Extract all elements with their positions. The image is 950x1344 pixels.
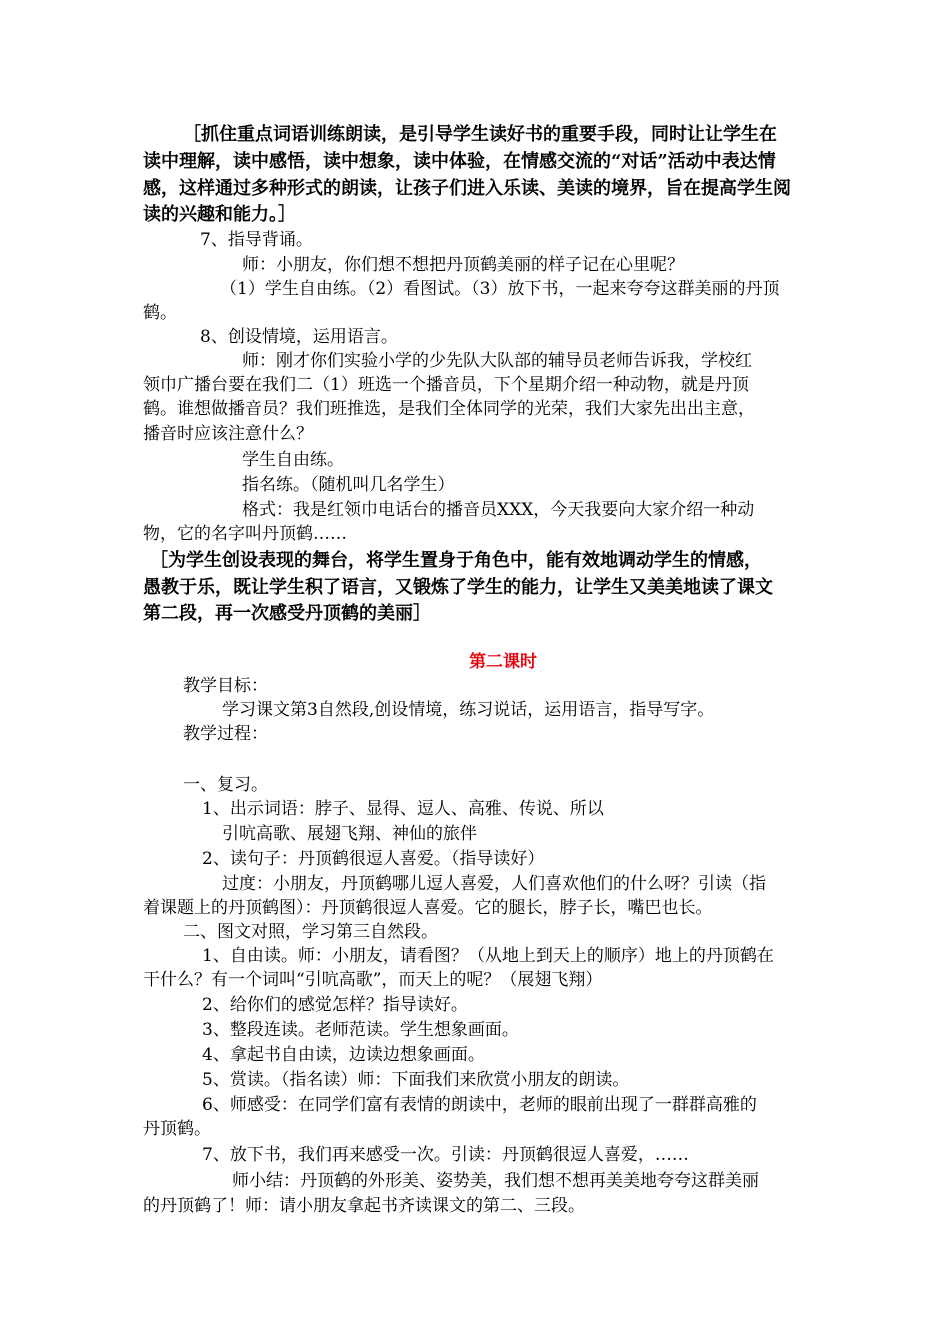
- text-line: 引吭高歌、展翅飞翔、神仙的旅伴: [222, 824, 477, 844]
- text-line: 师：刚才你们实验小学的少先队大队部的辅导员老师告诉我，学校红: [242, 351, 752, 371]
- text-line: 播音时应该注意什么？: [143, 424, 313, 444]
- text-line: 6、师感受：在同学们富有表情的朗读中，老师的眼前出现了一群群高雅的: [202, 1095, 757, 1115]
- text-line: 鹤。: [143, 303, 177, 323]
- text-line: 教学过程：: [183, 724, 268, 744]
- text-line: 师：小朋友，你们想不想把丹顶鹤美丽的样子记在心里呢？: [242, 255, 684, 275]
- bold-note-line-2: 读中理解，读中感悟，读中想象，读中体验，在情感交流的“对话”活动中表达情: [143, 151, 776, 172]
- text-line: 8、创设情境，运用语言。: [200, 327, 398, 347]
- text-line: 物，它的名字叫丹顶鹤……: [143, 524, 347, 544]
- text-line: 7、指导背诵。: [200, 230, 313, 250]
- bold-note-line-3: 感，这样通过多种形式的朗读，让孩子们进入乐读、美读的境界，旨在提高学生阅: [143, 178, 791, 199]
- text-line: 格式：我是红领巾电话台的播音员XXX，今天我要向大家介绍一种动: [242, 500, 755, 520]
- text-line: 4、拿起书自由读，边读边想象画面。: [202, 1045, 485, 1065]
- text-line: 7、放下书，我们再来感受一次。引读：丹顶鹤很逗人喜爱，……: [202, 1145, 689, 1165]
- bold-note-line-6: 愚教于乐，既让学生积了语言，又锻炼了学生的能力，让学生又美美地读了课文: [143, 577, 773, 598]
- text-line: 师小结：丹顶鹤的外形美、姿势美，我们想不想再美美地夸夸这群美丽: [232, 1171, 759, 1191]
- text-line: 教学目标：: [183, 676, 268, 696]
- text-line: 领巾广播台要在我们二（1）班选一个播音员，下个星期介绍一种动物，就是丹顶: [143, 375, 749, 395]
- text-line: 着课题上的丹顶鹤图）：丹顶鹤很逗人喜爱。它的腿长，脖子长，嘴巴也长。: [143, 898, 713, 918]
- text-line: 2、给你们的感觉怎样？指导读好。: [202, 995, 468, 1015]
- text-line: 指名练。（随机叫几名学生）: [242, 475, 455, 495]
- text-line: 鹤。谁想做播音员？我们班推选，是我们全体同学的光荣，我们大家先出出主意，: [143, 399, 755, 419]
- bold-note-line-1: ［抓住重点词语训练朗读，是引导学生读好书的重要手段，同时让让学生在: [183, 124, 777, 145]
- text-line: 1、自由读。师：小朋友，请看图？（从地上到天上的顺序）地上的丹顶鹤在: [202, 946, 774, 966]
- text-line: （1）学生自由练。（2）看图试。（3）放下书，一起来夸夸这群美丽的丹顶: [220, 279, 780, 299]
- text-line: 5、赏读。（指名读）师：下面我们来欣赏小朋友的朗读。: [202, 1070, 630, 1090]
- text-line: 1、出示词语：脖子、显得、逗人、高雅、传说、所以: [202, 799, 604, 819]
- text-line: 一、复习。: [183, 775, 268, 795]
- text-line: 学生自由练。: [242, 450, 344, 470]
- text-line: 二、图文对照，学习第三自然段。: [183, 922, 438, 942]
- text-line: 干什么？有一个词叫“引吭高歌”，而天上的呢？（展翅飞翔）: [143, 970, 603, 990]
- text-line: 丹顶鹤。: [143, 1119, 211, 1139]
- text-line: 过度：小朋友，丹顶鹤哪儿逗人喜爱，人们喜欢他们的什么呀？引读（指: [222, 874, 766, 894]
- text-line: 2、读句子：丹顶鹤很逗人喜爱。（指导读好）: [202, 849, 545, 869]
- bold-note-line-7: 第二段，再一次感受丹顶鹤的美丽］: [143, 603, 431, 624]
- bold-note-line-4: 读的兴趣和能力。］: [143, 204, 296, 225]
- text-line: 的丹顶鹤了！师：请小朋友拿起书齐读课文的第二、三段。: [143, 1196, 585, 1216]
- bold-note-line-5: ［为学生创设表现的舞台，将学生置身于角色中，能有效地调动学生的情感，: [150, 550, 762, 571]
- text-line: 学习课文第3自然段,创设情境，练习说话，运用语言，指导写字。: [222, 700, 715, 720]
- section-title: 第二课时: [469, 652, 537, 672]
- text-line: 3、整段连读。老师范读。学生想象画面。: [202, 1020, 519, 1040]
